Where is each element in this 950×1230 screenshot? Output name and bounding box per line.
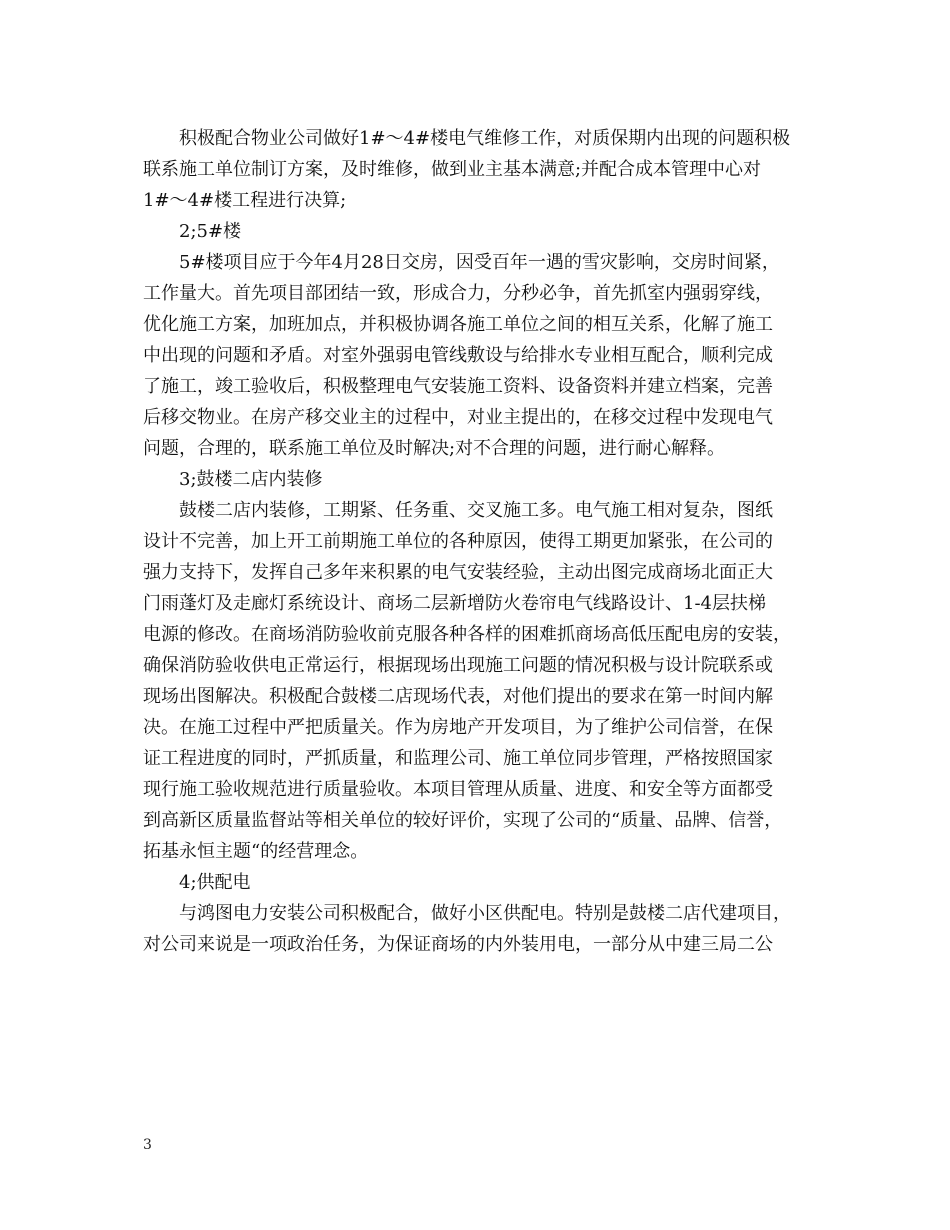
text-line: 中出现的问题和矛盾。对室外强弱电管线敷设与给排水专业相互配合，顺利完成: [143, 345, 773, 366]
text-line: 到高新区质量监督站等相关单位的较好评价，实现了公司的“质量、品牌、信誉，: [143, 810, 783, 831]
text-line: 证工程进度的同时，严抓质量，和监理公司、施工单位同步管理，严格按照国家: [143, 748, 773, 769]
text-line: 设计不完善，加上开工前期施工单位的各种原因，使得工期更加紧张，在公司的: [143, 531, 773, 552]
text-line: 现行施工验收规范进行质量验收。本项目管理从质量、进度、和安全等方面都受: [143, 779, 773, 800]
section-heading: 4;供配电: [143, 872, 251, 893]
text-line: 优化施工方案，加班加点，并积极协调各施工单位之间的相互关系，化解了施工: [143, 314, 773, 335]
text-line: 了施工，竣工验收后，积极整理电气安装施工资料、设备资料并建立档案，完善: [143, 376, 773, 397]
section-heading: 3;鼓楼二店内装修: [143, 469, 323, 490]
text-line: 拓基永恒主题“的经营理念。: [143, 841, 369, 862]
text-line: 积极配合物业公司做好1#～4#楼电气维修工作，对质保期内出现的问题积极: [143, 128, 791, 149]
text-line: 鼓楼二店内装修，工期紧、任务重、交叉施工多。电气施工相对复杂，图纸: [143, 500, 773, 521]
text-line: 门雨蓬灯及走廊灯系统设计、商场二层新增防火卷帘电气线路设计、1-4层扶梯: [143, 593, 766, 614]
text-line: 5#楼项目应于今年4月28日交房，因受百年一遇的雪灾影响，交房时间紧，: [143, 252, 780, 273]
section-heading: 2;5#楼: [143, 221, 242, 242]
text-line: 联系施工单位制订方案，及时维修，做到业主基本满意;并配合成本管理中心对: [143, 159, 762, 180]
text-line: 强力支持下，发挥自己多年来积累的电气安装经验，主动出图完成商场北面正大: [143, 562, 773, 583]
text-line: 现场出图解决。积极配合鼓楼二店现场代表，对他们提出的要求在第一时间内解: [143, 686, 773, 707]
text-line: 后移交物业。在房产移交业主的过程中，对业主提出的，在移交过程中发现电气: [143, 407, 773, 428]
text-line: 决。在施工过程中严把质量关。作为房地产开发项目，为了维护公司信誉，在保: [143, 717, 773, 738]
text-line: 确保消防验收供电正常运行，根据现场出现施工问题的情况积极与设计院联系或: [143, 655, 773, 676]
text-line: 对公司来说是一项政治任务，为保证商场的内外装用电，一部分从中建三局二公: [143, 934, 773, 955]
text-line: 1#～4#楼工程进行决算;: [143, 190, 347, 211]
text-line: 电源的修改。在商场消防验收前克服各种各样的困难抓商场高低压配电房的安装，: [143, 624, 791, 645]
text-line: 工作量大。首先项目部团结一致，形成合力，分秒必争，首先抓室内强弱穿线，: [143, 283, 773, 304]
text-line: 与鸿图电力安装公司积极配合，做好小区供配电。特别是鼓楼二店代建项目，: [143, 903, 791, 924]
text-line: 问题，合理的，联系施工单位及时解决;对不合理的问题，进行耐心解释。: [143, 438, 726, 459]
page-number: 3: [143, 1137, 152, 1153]
